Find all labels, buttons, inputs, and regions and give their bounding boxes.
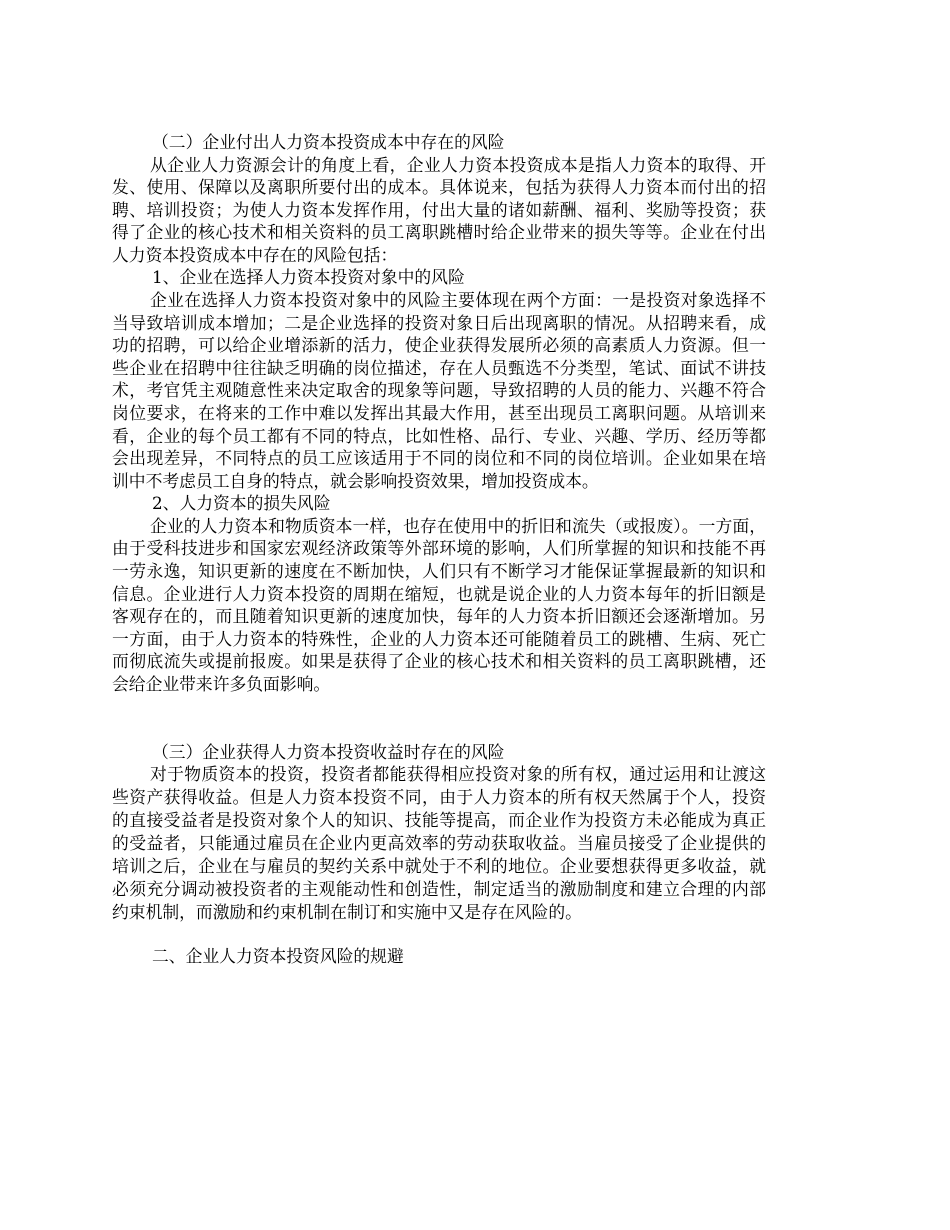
paragraph: 从企业人力资源会计的角度上看，企业人力资本投资成本是指人力资本的取得、开发、使用、保障以及离职所要付出的成本。具体说来，包括为获得人力资本而付出的招聘、培训投资；为使人力资本发挥作用，付出大量的诸如薪酬、福利、奖励等投资；获得了企业的核心技术和相关资料的员工离职跳槽时给企业带来的损失等等。企业在付出人力资本投资成本中存在的风险包括： — [112, 154, 766, 265]
spacer — [112, 696, 766, 741]
section-heading: （三）企业获得人力资本投资收益时存在的风险 — [152, 741, 505, 762]
part-heading: 二、企业人力资本投资风险的规避 — [152, 946, 404, 967]
paragraph: 对于物质资本的投资，投资者都能获得相应投资对象的所有权，通过运用和让渡这些资产获得收益。但是人力资本投资不同，由于人力资本的所有权天然属于个人，投资的直接受益者是投资对象个人的知识、技能等提高，而企业作为投资方未必能成为真正的受益者，只能通过雇员在企业内更高效率的劳动获取收益。当雇员接受了企业提供的培训之后，企业在与雇员的契约关系中就处于不利的地位。企业要想获得更多收益，就必须充分调动被投资者的主观能动性和创造性，制定适当的激励制度和建立合理的内部约束机制，而激励和约束机制在制订和实施中又是存在风险的。 — [112, 764, 766, 922]
subsection-heading: 1、企业在选择人力资本投资对象中的风险 — [152, 267, 465, 288]
subsection-heading: 2、人力资本的损失风险 — [152, 493, 331, 514]
spacer — [112, 923, 766, 945]
paragraph: 企业在选择人力资本投资对象中的风险主要体现在两个方面：一是投资对象选择不当导致培训成本增加；二是企业选择的投资对象日后出现离职的情况。从招聘来看，成功的招聘，可以给企业增添新的活力，使企业获得发展所必须的高素质人力资源。但一些企业在招聘中往往缺乏明确的岗位描述，存在人员甄选不分类型，笔试、面试不讲技术，考官凭主观随意性来决定取舍的现象等问题，导致招聘的人员的能力、兴趣不符合岗位要求，在将来的工作中难以发挥出其最大作用，甚至出现员工离职问题。从培训来看，企业的每个员工都有不同的特点，比如性格、品行、专业、兴趣、学历、经历等都会出现差异，不同特点的员工应该适用于不同的岗位和不同的岗位培训。企业如果在培训中不考虑员工自身的特点，就会影响投资效果，增加投资成本。 — [112, 289, 766, 491]
paragraph: 企业的人力资本和物质资本一样，也存在使用中的折旧和流失（或报废）。一方面，由于受科技进步和国家宏观经济政策等外部环境的影响，人们所掌握的知识和技能不再一劳永逸，知识更新的速度在不断加快，人们只有不断学习才能保证掌握最新的知识和信息。企业进行人力资本投资的周期在缩短，也就是说企业的人力资本每年的折旧额是客观存在的，而且随着知识更新的速度加快，每年的人力资本折旧额还会逐渐增加。另一方面，由于人力资本的特殊性，企业的人力资本还可能随着员工的跳槽、生病、死亡而彻底流失或提前报废。如果是获得了企业的核心技术和相关资料的员工离职跳槽，还会给企业带来许多负面影响。 — [112, 515, 766, 694]
section-heading: （二）企业付出人力资本投资成本中存在的风险 — [152, 132, 505, 152]
document-body — [112, 131, 766, 968]
